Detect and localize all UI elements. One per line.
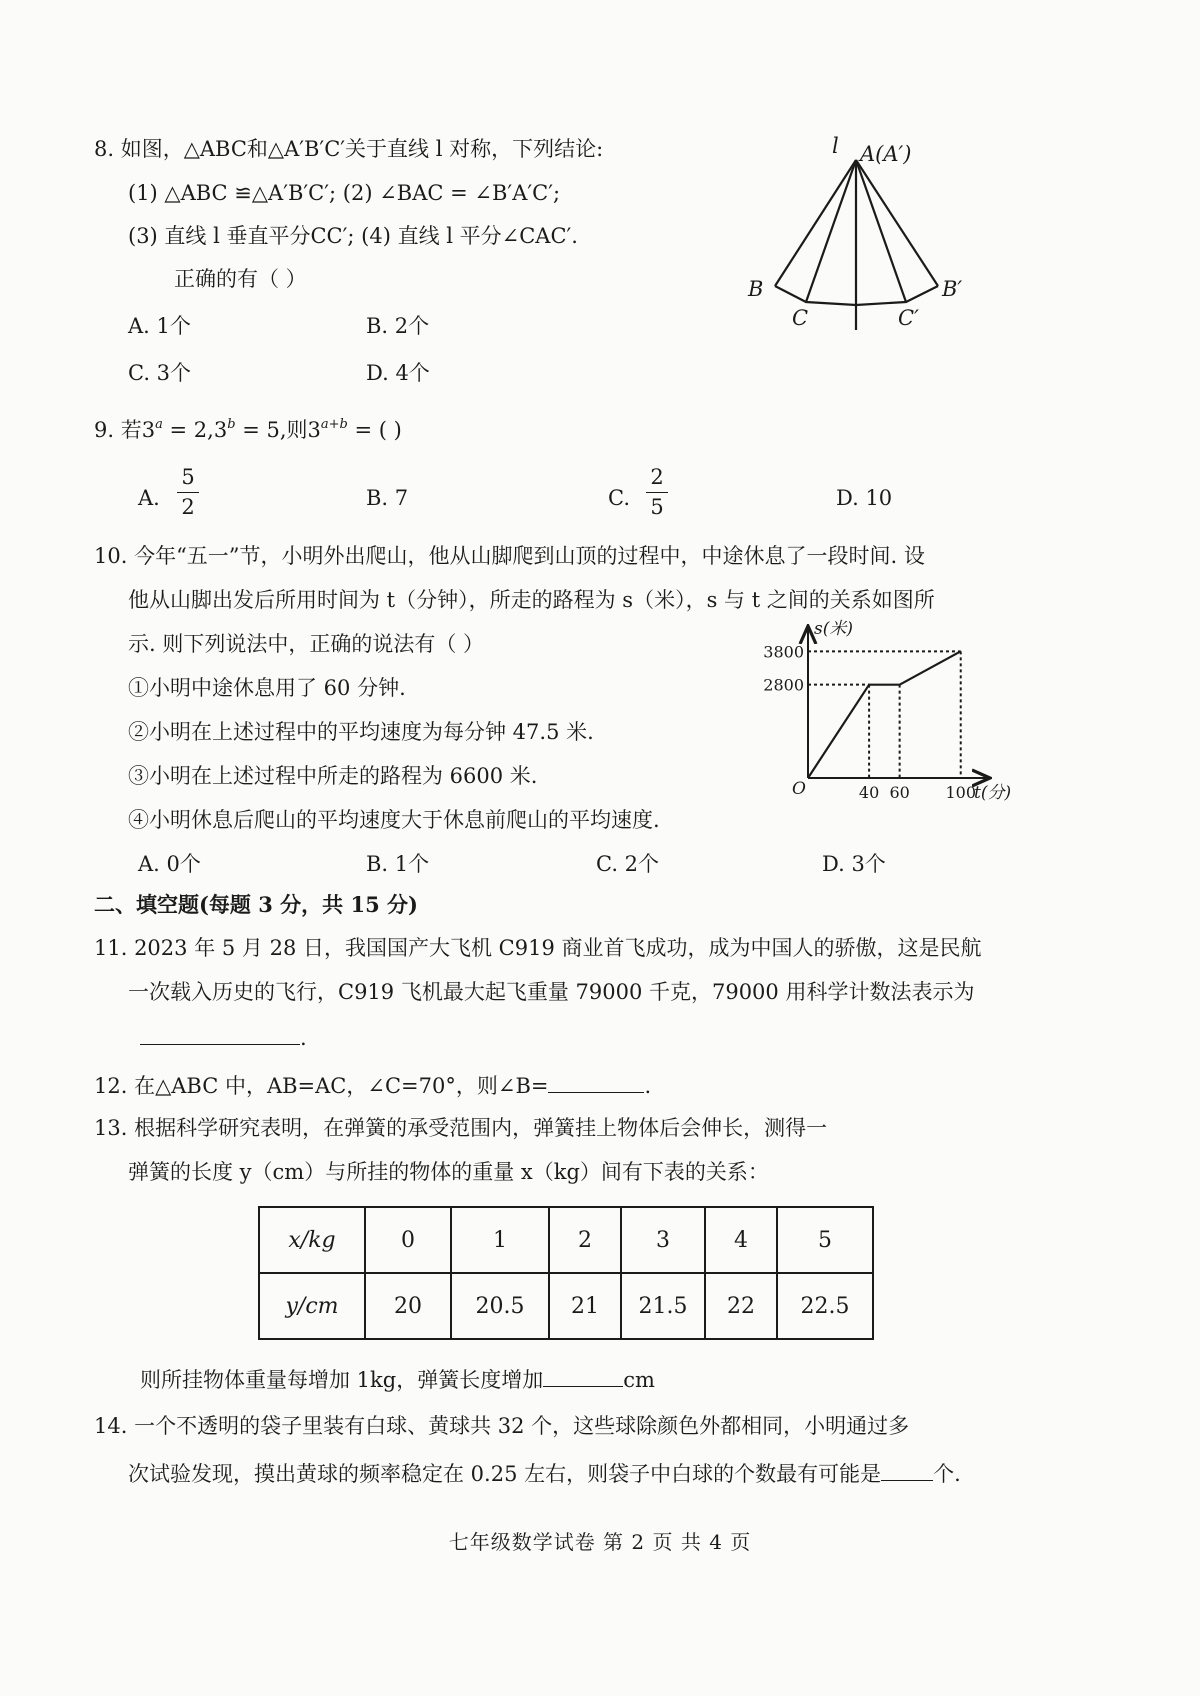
q10-statement-2: ②小明在上述过程中的平均速度为每分钟 47.5 米.: [128, 720, 594, 744]
table-cell: 22: [705, 1273, 777, 1339]
table-cell: 22.5: [777, 1273, 873, 1339]
q12-text: 12. 在△ABC 中，AB=AC，∠C=70°，则∠B=: [94, 1074, 549, 1098]
y-axis-label: s(米): [814, 619, 853, 639]
table-row: [259, 1207, 873, 1273]
q10-option-d[interactable]: D. 3个: [822, 852, 886, 876]
fraction-bar: [646, 492, 668, 493]
q9-option-a[interactable]: [138, 486, 160, 511]
q8-symmetry-figure: [720, 125, 1020, 355]
table-cell: y/cm: [259, 1273, 365, 1339]
table-cell: 3: [621, 1207, 705, 1273]
segment-ac2: [856, 160, 906, 302]
label-c-prime: C′: [898, 306, 919, 330]
q10-statement-3: ③小明在上述过程中所走的路程为 6600 米.: [128, 764, 538, 788]
q9-stem: [94, 418, 402, 443]
q13-data-table: [258, 1206, 874, 1340]
table-cell: 2: [549, 1207, 621, 1273]
q13-ask-unit: cm: [623, 1368, 655, 1392]
q8-items-line2: (3) 直线 l 垂直平分CC′; (4) 直线 l 平分∠CAC′.: [128, 224, 578, 248]
q9-prefix: 9. 若3: [94, 418, 156, 442]
q10-statement-1: ①小明中途休息用了 60 分钟.: [128, 676, 406, 700]
table-cell: 0: [365, 1207, 451, 1273]
fraction-bar: [177, 492, 199, 493]
table-cell: 5: [777, 1207, 873, 1273]
q8-option-a[interactable]: A. 1个: [128, 314, 191, 338]
label-c: C: [792, 306, 809, 330]
q14-tail: 个.: [933, 1462, 961, 1486]
segment-ab: [775, 160, 856, 286]
q13-line1: 13. 根据科学研究表明，在弹簧的承受范围内，弹簧挂上物体后会伸长，测得一: [94, 1116, 828, 1140]
y-tick-label: 2800: [763, 675, 804, 695]
q8-stem: 8. 如图，△ABC和△A′B′C′关于直线 l 对称，下列结论:: [94, 137, 604, 161]
x-tick-label: 60: [889, 783, 910, 802]
q9-option-c-fraction: [646, 467, 668, 518]
x-tick-label: 100: [945, 783, 977, 802]
q8-option-b[interactable]: B. 2个: [366, 314, 430, 338]
q9-option-a-fraction: [177, 467, 199, 518]
q11-line1: 11. 2023 年 5 月 28 日，我国国产大飞机 C919 商业首飞成功，成为中国人的骄傲，这是民航: [94, 936, 982, 960]
q9-mid2: = 5,则3: [235, 418, 321, 442]
q8-prompt: 正确的有（ ）: [174, 267, 307, 291]
q10-option-b[interactable]: B. 1个: [366, 852, 430, 876]
x-tick-label: 40: [858, 783, 880, 802]
origin-label: O: [792, 779, 806, 799]
q8-items-line1: (1) △ABC ≌△A′B′C′; (2) ∠BAC = ∠B′A′C′;: [128, 181, 561, 205]
q9-option-c[interactable]: [608, 486, 630, 511]
q8-option-c[interactable]: C. 3个: [128, 361, 192, 385]
table-cell: 1: [451, 1207, 549, 1273]
q13-line2: 弹簧的长度 y（cm）与所挂的物体的重量 x（kg）间有下表的关系：: [128, 1160, 769, 1184]
y-tick-label: 3800: [763, 642, 804, 662]
table-cell: 20: [365, 1273, 451, 1339]
q9-option-b[interactable]: B. 7: [366, 486, 409, 510]
x-axis-label: t(分): [974, 783, 1012, 803]
data-line: [808, 651, 961, 778]
table-cell: 4: [705, 1207, 777, 1273]
q13-answer-blank[interactable]: [543, 1366, 623, 1387]
table-cell: x/kg: [259, 1207, 365, 1273]
q10-statement-4: ④小明休息后爬山的平均速度大于休息前爬山的平均速度.: [128, 808, 660, 832]
q9-option-a-num: 5: [181, 465, 195, 489]
label-b-prime: B′: [942, 277, 963, 301]
q9-exp-ab: a+b: [320, 417, 348, 432]
q13-ask-prefix: 则所挂物体重量每增加 1kg，弹簧长度增加: [140, 1368, 544, 1392]
label-b: B: [748, 277, 764, 301]
label-l: l: [832, 134, 839, 158]
q9-mid1: = 2,3: [162, 418, 228, 442]
q12-line: [94, 1072, 651, 1099]
q9-suffix: = ( ): [347, 418, 402, 442]
q14-line1: 14. 一个不透明的袋子里装有白球、黄球共 32 个，这些球除颜色外都相同，小明通过多: [94, 1414, 910, 1438]
q14-line2: [128, 1460, 961, 1487]
q9-option-c-num: 2: [650, 465, 664, 489]
q11-answer-line: [140, 1024, 307, 1051]
q10-line3: 示. 则下列说法中，正确的说法有（ ）: [128, 632, 485, 656]
q9-option-c-den: 5: [650, 495, 664, 519]
segment-ac: [806, 160, 856, 302]
q11-tail: .: [300, 1026, 307, 1050]
q14-text: 次试验发现，摸出黄球的频率稳定在 0.25 左右，则袋子中白球的个数最有可能是: [128, 1462, 882, 1486]
section-title: 二、填空题(每题 3 分，共 15 分): [94, 892, 418, 917]
q12-tail: .: [644, 1074, 652, 1098]
label-a: A(A′): [860, 142, 912, 166]
q9-option-c-label: C.: [608, 486, 630, 510]
q10-distance-time-chart: [763, 618, 1070, 818]
q9-exp-a: a: [155, 417, 163, 432]
page-footer: 七年级数学试卷 第 2 页 共 4 页: [448, 1530, 752, 1554]
table-cell: 21: [549, 1273, 621, 1339]
q10-line1: 10. 今年“五一”节，小明外出爬山，他从山脚爬到山顶的过程中，中途休息了一段时间. 设: [94, 544, 925, 568]
q9-option-a-den: 2: [181, 495, 195, 519]
q9-option-d[interactable]: D. 10: [836, 486, 893, 510]
q10-option-c[interactable]: C. 2个: [596, 852, 660, 876]
table-row: [259, 1273, 873, 1339]
q14-answer-blank[interactable]: [881, 1460, 933, 1481]
table-cell: 20.5: [451, 1273, 549, 1339]
q10-option-a[interactable]: A. 0个: [138, 852, 201, 876]
q9-exp-b: b: [227, 417, 236, 432]
table-cell: 21.5: [621, 1273, 705, 1339]
q11-answer-blank[interactable]: [140, 1024, 300, 1045]
q8-option-d[interactable]: D. 4个: [366, 361, 430, 385]
q13-ask-line: [140, 1366, 655, 1393]
q11-line2: 一次载入历史的飞行，C919 飞机最大起飞重量 79000 千克，79000 用科学计数法表示为: [128, 980, 975, 1004]
q10-line2: 他从山脚出发后所用时间为 t（分钟），所走的路程为 s（米），s 与 t 之间的关系如图所: [128, 588, 935, 612]
q9-option-a-label: A.: [138, 486, 160, 510]
segment-ab2: [856, 160, 938, 286]
q12-answer-blank[interactable]: [548, 1072, 644, 1093]
